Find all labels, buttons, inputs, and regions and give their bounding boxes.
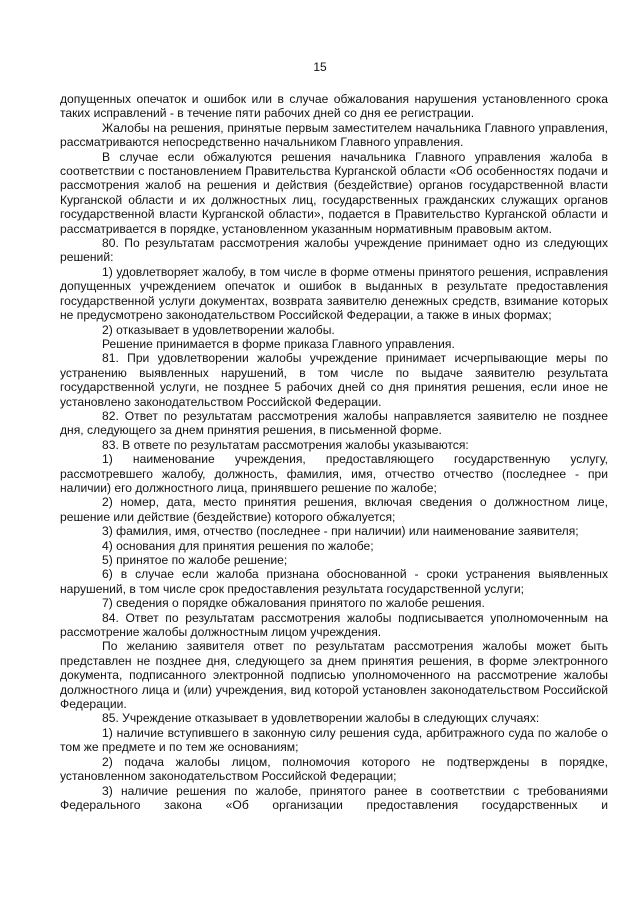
paragraph: 80. По результатам рассмотрения жалобы учреждение принимает одно из следующих решений: xyxy=(60,236,608,265)
paragraph: 85. Учреждение отказывает в удовлетворении жалобы в следующих случаях: xyxy=(102,711,540,726)
paragraph: 7) сведения о порядке обжалования принятого по жалобе решения. xyxy=(102,596,485,611)
paragraph: 2) отказывает в удовлетворении жалобы. xyxy=(102,322,335,337)
page-number: 15 xyxy=(313,60,327,74)
paragraph: 3) наличие решения по жалобе, принятого ранее в соответствии с требованиями Федерального закона «Об организации предоставления государственных и xyxy=(60,783,608,812)
paragraph: Жалобы на решения, принятые первым заместителем начальника Главного управления, рассматриваются непосредственно начальником Главного управления. xyxy=(60,120,608,150)
paragraph: 3) фамилия, имя, отчество (последнее - при наличии) или наименование заявителя; xyxy=(102,524,579,539)
paragraph: 1) наличие вступившего в законную силу решения суда, арбитражного суда по жалобе о том же предмете и по тем же основаниям; xyxy=(60,725,608,755)
paragraph: 1) удовлетворяет жалобу, в том числе в форме отмены принятого решения, исправления допущенных учреждением опечаток и ошибок в выданных в результате предоставления государственной услуги документах, возврата заявителю денежных средств, взимание которых не предусмотрено законодательством Российской Федерации, а также в иных формах; xyxy=(60,264,608,323)
paragraph: 81. При удовлетворении жалобы учреждение принимает исчерпывающие меры по устранению выявленных нарушений, в том числе по выдаче заявителю результата государственной услуги, не позднее 5 рабочих дней со дня принятия решения, если иное не установлено законодательством Российской Федерации. xyxy=(60,351,608,409)
paragraph: допущенных опечаток и ошибок или в случае обжалования нарушения установленного срока таких исправлений - в течение пяти рабочих дней со дня ее регистрации. xyxy=(60,92,608,121)
paragraph: 84. Ответ по результатам рассмотрения жалобы подписывается уполномоченным на рассмотрение жалобы должностным лицом учреждения. xyxy=(60,610,608,640)
paragraph: 2) подача жалобы лицом, полномочия которого не подтверждены в порядке, установленном законодательством Российской Федерации; xyxy=(60,754,608,784)
paragraph: 5) принятое по жалобе решение; xyxy=(102,553,288,567)
paragraph: 2) номер, дата, место принятия решения, включая сведения о должностном лице, решение или действие (бездействие) которого обжалуется; xyxy=(60,495,608,524)
paragraph: Решение принимается в форме приказа Главного управления. xyxy=(102,336,455,351)
paragraph: 6) в случае если жалоба признана обоснованной - сроки устранения выявленных нарушений, в том числе срок предоставления результата государственной услуги; xyxy=(60,567,608,596)
paragraph: 82. Ответ по результатам рассмотрения жалобы направляется заявителю не позднее дня, следующего за днем принятия решения, в письменной форме. xyxy=(60,408,608,438)
paragraph: В случае если обжалуются решения начальника Главного управления жалоба в соответствии с постановлением Правительства Курганской области «Об особенностях подачи и рассмотрения жалоб на решения и действия (бездействие) органов государственной власти Курганской области и их должностных лиц, государственных гражданских служащих органов государственной власти Курганской области», подается в Правительство Курганской области и рассматривается в порядке, установленном указанным нормативным правовым актом. xyxy=(60,149,608,236)
paragraph: 4) основания для принятия решения по жалобе; xyxy=(102,538,374,553)
paragraph: 1) наименование учреждения, предоставляющего государственную услугу, рассмотревшего жалобу, должность, фамилия, имя, отчество отчество (последнее - при наличии) его должностного лица, принявшего решение по жалобе; xyxy=(60,452,608,495)
paragraph: 83. В ответе по результатам рассмотрения жалобы указываются: xyxy=(102,437,469,452)
paragraph: По желанию заявителя ответ по результатам рассмотрения жалобы может быть представлен не позднее дня, следующего за днем принятия решения, в форме электронного документа, подписанного электронной подписью уполномоченного на рассмотрение жалобы должностного лица и (или) учреждения, вид которой установлен законодательством Российской Федерации. xyxy=(60,639,608,712)
document-body xyxy=(60,92,608,812)
